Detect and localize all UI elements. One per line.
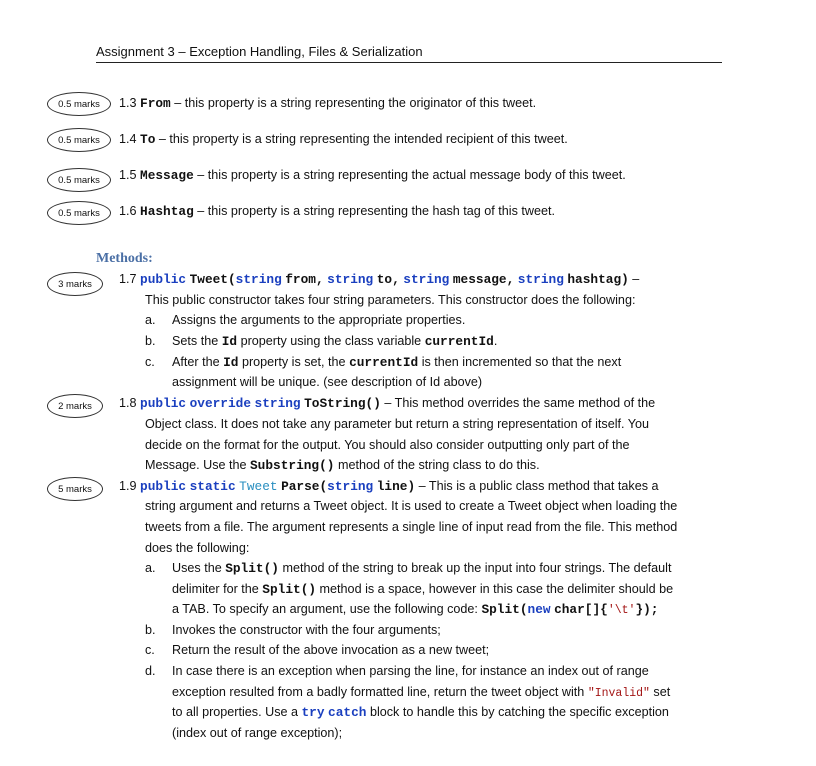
page-header: Assignment 3 – Exception Handling, Files & Serialization (96, 44, 722, 63)
marks-badge-1-6: 0.5 marks (47, 201, 111, 225)
method-1-9-desc: tweets from a file. The argument represents a single line of input read from the file. This method (145, 520, 678, 534)
marks-badge-1-4: 0.5 marks (47, 128, 111, 152)
method-1-7-signature: 1.7 public Tweet(string from, string to, string message, string hashtag) – (119, 272, 640, 287)
list-item-cont: (index out of range exception); (172, 726, 343, 740)
list-item: Return the result of the above invocation as a new tweet; (172, 643, 490, 657)
property-message: 1.5 Message – this property is a string representing the actual message body of this tweet. (119, 168, 626, 183)
property-name: Message (140, 168, 194, 183)
list-item: Uses the Split() method of the string to break up the input into four strings. The default (172, 561, 672, 576)
method-1-8-signature: 1.8 public override string ToString() – This method overrides the same method of the (119, 396, 656, 411)
list-item-cont: delimiter for the Split() method is a space, however in this case the delimiter should be (172, 582, 674, 597)
list-label: b. (145, 623, 156, 637)
marks-badge-1-5: 0.5 marks (47, 168, 111, 192)
list-item: Invokes the constructor with the four arguments; (172, 623, 441, 637)
marks-badge-1-3: 0.5 marks (47, 92, 111, 116)
method-1-9-desc: string argument and returns a Tweet object. It is used to create a Tweet object when loading the (145, 499, 678, 513)
list-item-cont: exception resulted from a badly formatted line, return the tweet object with "Invalid" set (172, 685, 671, 700)
method-1-8-desc: Message. Use the Substring() method of the string class to do this. (145, 458, 540, 473)
list-item: In case there is an exception when parsing the line, for instance an index out of range (172, 664, 649, 678)
list-item: Sets the Id property using the class variable currentId. (172, 334, 498, 349)
method-1-7-desc: This public constructor takes four string parameters. This constructor does the following: (145, 293, 636, 307)
list-label: a. (145, 313, 156, 327)
method-1-9-signature: 1.9 public static Tweet Parse(string line) – This is a public class method that takes a (119, 479, 659, 494)
property-hashtag: 1.6 Hashtag – this property is a string representing the hash tag of this tweet. (119, 204, 555, 219)
list-label: a. (145, 561, 156, 575)
list-item: After the Id property is set, the currentId is then incremented so that the next (172, 355, 622, 370)
marks-badge-1-7: 3 marks (47, 272, 103, 296)
marks-badge-1-9: 5 marks (47, 477, 103, 501)
property-from: 1.3 From – this property is a string representing the originator of this tweet. (119, 96, 537, 111)
list-label: c. (145, 355, 155, 369)
property-name: To (140, 132, 156, 147)
list-label: c. (145, 643, 155, 657)
list-item-cont: to all properties. Use a try catch block to handle this by catching the specific exception (172, 705, 669, 720)
property-name: From (140, 96, 171, 111)
property-to: 1.4 To – this property is a string representing the intended recipient of this tweet. (119, 132, 568, 147)
list-item: Assigns the arguments to the appropriate properties. (172, 313, 466, 327)
list-label: b. (145, 334, 156, 348)
property-name: Hashtag (140, 204, 194, 219)
method-1-8-desc: Object class. It does not take any parameter but return a string representation of itself. You (145, 417, 650, 431)
method-1-8-desc: decide on the format for the output. You should also consider outputting only part of the (145, 438, 630, 452)
list-label: d. (145, 664, 156, 678)
methods-heading: Methods: (96, 251, 153, 266)
method-1-9-desc: does the following: (145, 541, 250, 555)
list-item-cont: a TAB. To specify an argument, use the following code: Split(new char[]{'\t'}); (172, 602, 659, 617)
list-item-cont: assignment will be unique. (see description of Id above) (172, 375, 483, 389)
marks-badge-1-8: 2 marks (47, 394, 103, 418)
